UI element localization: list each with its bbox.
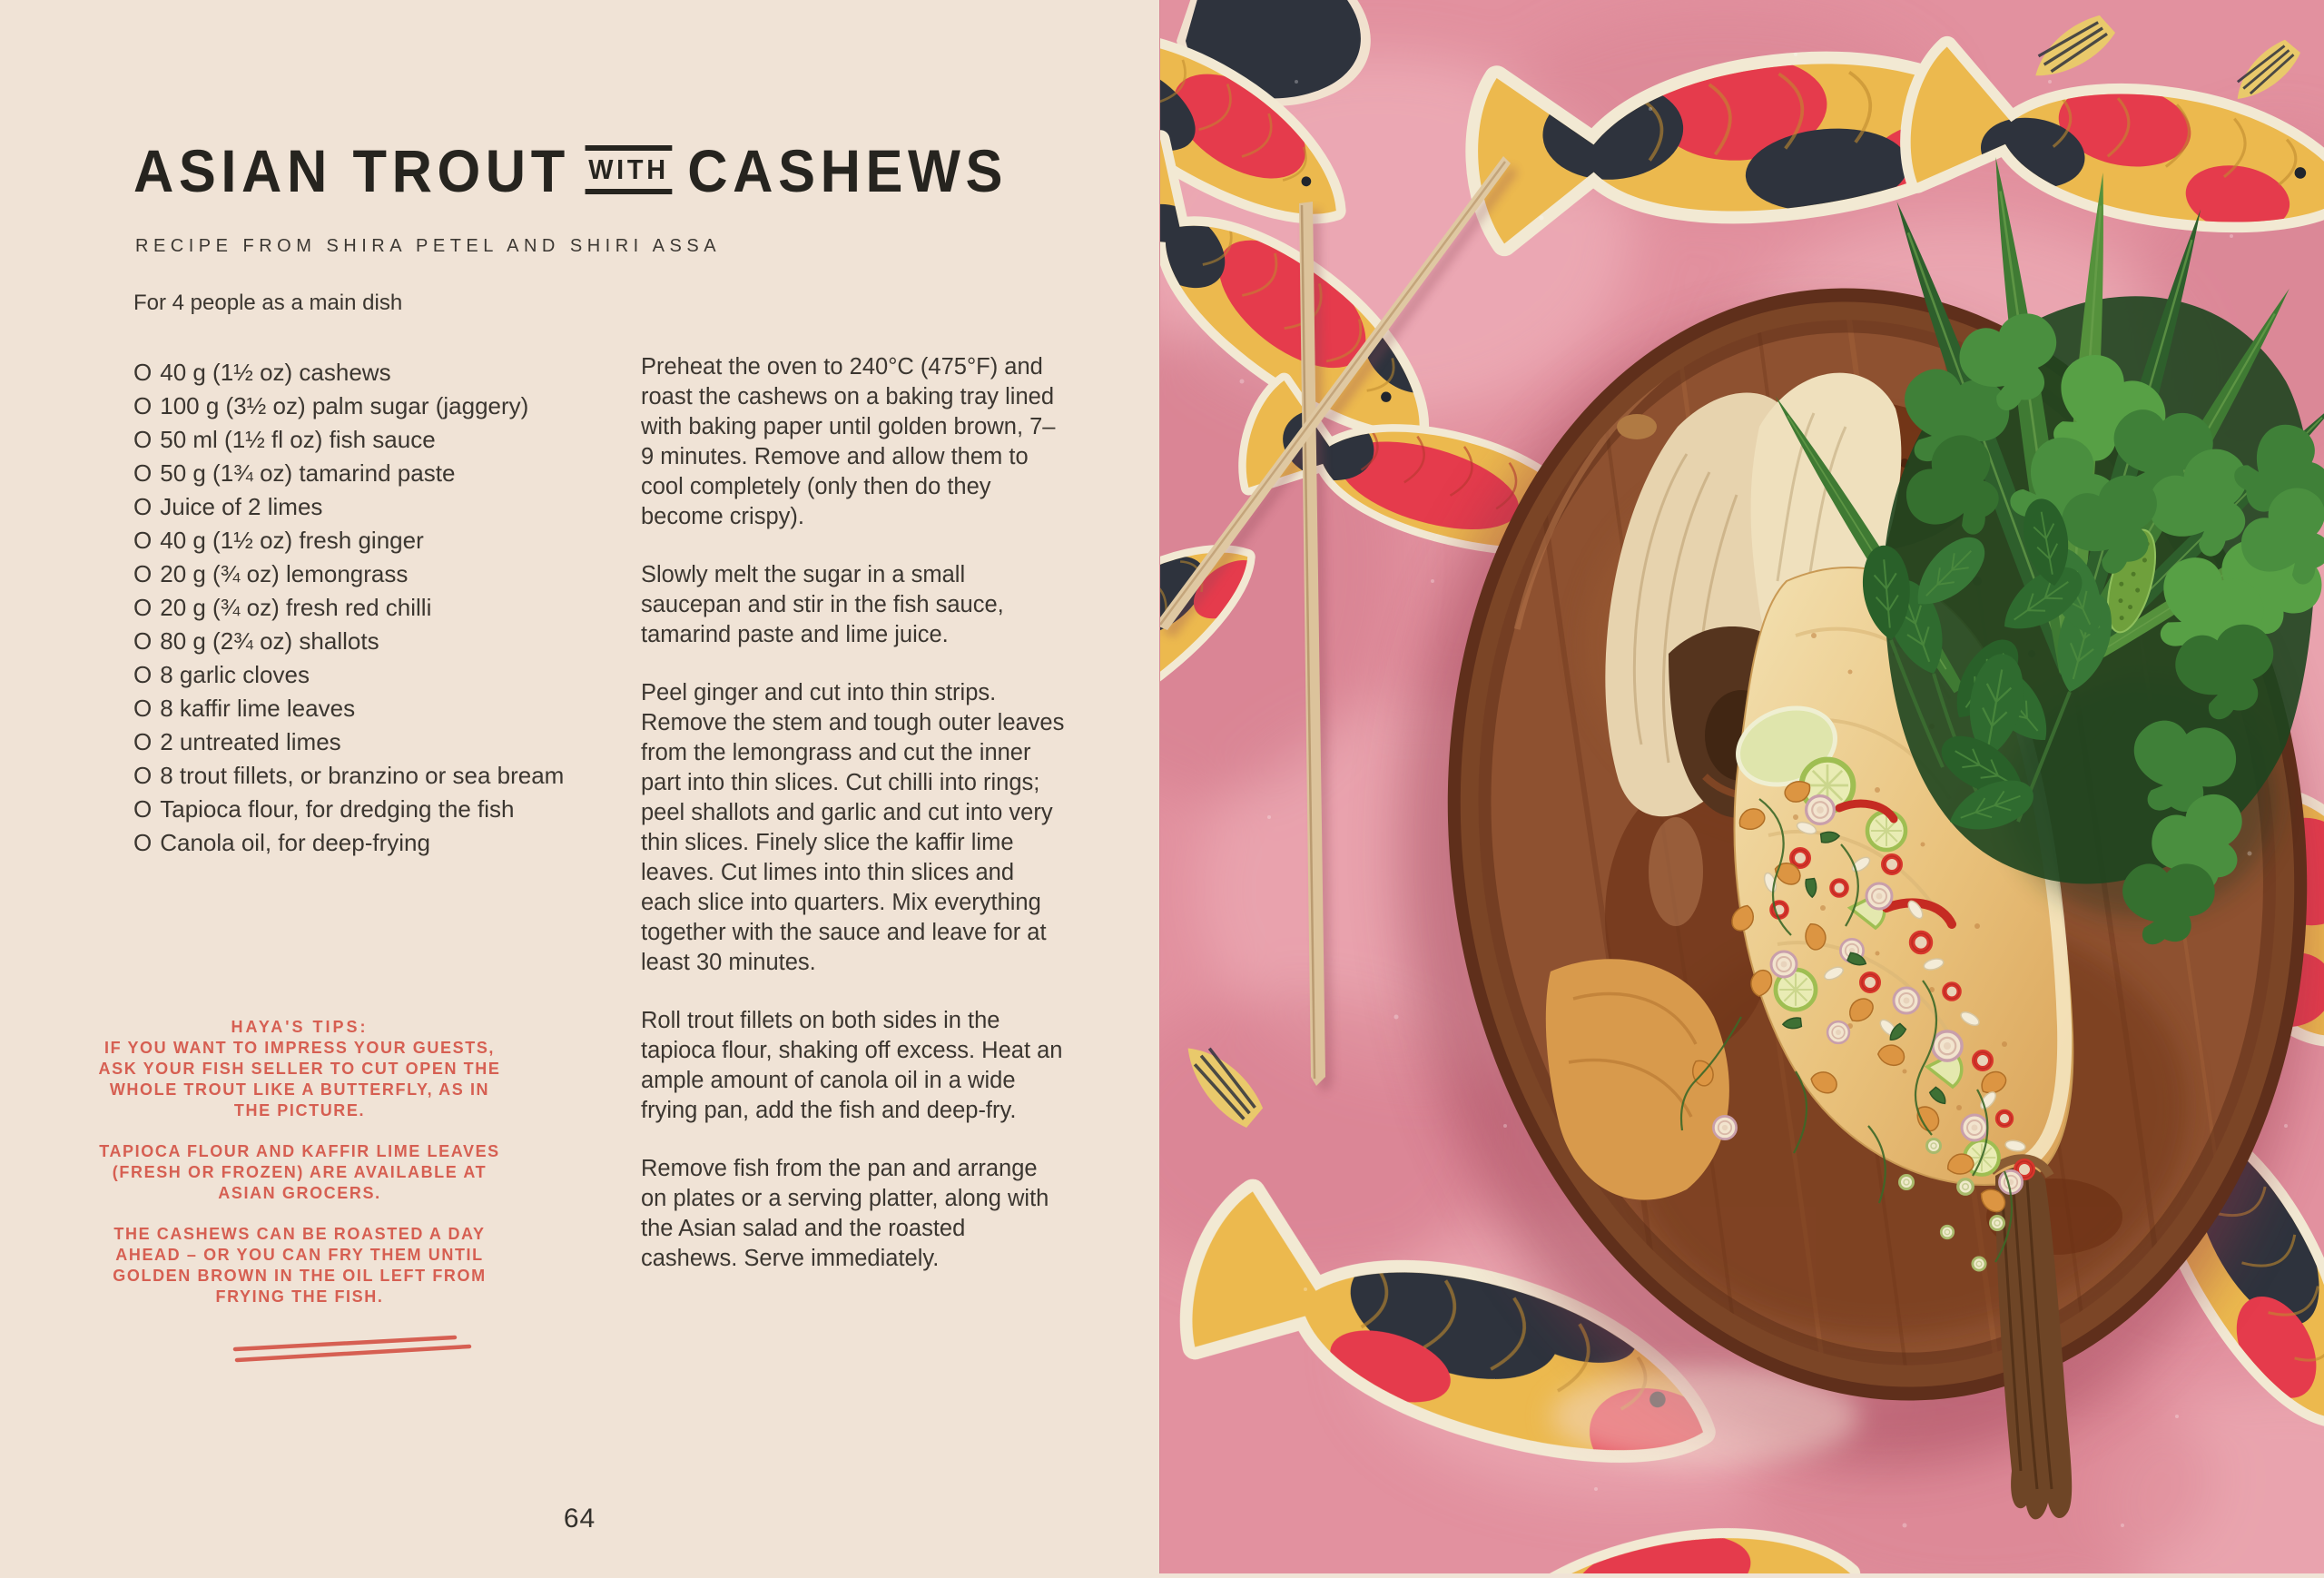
ingredient-item <box>133 625 624 658</box>
circle-bullet: O <box>133 560 153 587</box>
circle-bullet: O <box>133 829 153 856</box>
recipe-page <box>0 0 1159 1573</box>
circle-bullet: O <box>133 459 153 487</box>
ingredient-item <box>133 390 624 423</box>
item-text: 8 trout fillets, or branzino or sea bream <box>160 762 565 789</box>
ingredient-list <box>133 356 624 860</box>
ingredient-item <box>133 591 624 625</box>
item-text: 8 garlic cloves <box>160 661 310 688</box>
circle-bullet: O <box>133 762 153 789</box>
item-text: 8 kaffir lime leaves <box>160 695 356 722</box>
item-text: 50 g (1¾ oz) tamarind paste <box>160 459 456 487</box>
ingredient-item <box>133 725 624 759</box>
item-text: Juice of 2 limes <box>160 493 323 520</box>
ingredient-item <box>133 490 624 524</box>
recipe-byline: RECIPE FROM SHIRA PETEL AND SHIRI ASSA <box>135 236 722 256</box>
tips-heading: HAYA'S TIPS: <box>231 1018 369 1036</box>
ingredient-item <box>133 423 624 457</box>
ingredient-item <box>133 759 624 793</box>
circle-bullet: O <box>133 695 153 722</box>
item-text: Tapioca flour, for dredging the fish <box>160 795 515 823</box>
instruction-paragraph: Slowly melt the sugar in a small saucepan and stir in the fish sauce, tamarind paste and lime juice. <box>641 562 1004 647</box>
ingredient-item <box>133 793 624 826</box>
circle-bullet: O <box>133 728 153 755</box>
photo-page <box>1159 0 2324 1573</box>
item-text: 40 g (1½ oz) fresh ginger <box>160 527 424 554</box>
instruction-paragraph: Roll trout fillets on both sides in the tapioca flour, shaking off excess. Heat an ample amount of canola oil in a wide frying pan, add the fish and deep-fry. <box>641 1008 1063 1123</box>
item-text: 80 g (2¾ oz) shallots <box>160 627 379 655</box>
circle-bullet: O <box>133 795 153 823</box>
circle-bullet: O <box>133 392 153 419</box>
instruction-paragraph: Preheat the oven to 240°C (475°F) and roast the cashews on a baking tray lined with baking paper until golden brown, 7–9 minutes. Remove and allow them to cool completely (only then do they become crispy). <box>641 354 1056 529</box>
tips-list <box>91 1038 508 1307</box>
instruction-paragraph: Peel ginger and cut into thin strips. Remove the stem and tough outer leaves from the lemongrass and cut the inner part into thin slices. Cut chilli into rings; peel shallots and garlic and cut into very thin slices. Finely slice the kaffir lime leaves. Cut limes into thin slices and each slice into quarters. Mix everything together with the sauce and leave for at least 30 minutes. <box>641 680 1065 975</box>
serving-note: For 4 people as a main dish <box>133 291 403 315</box>
page-number: 64 <box>563 1504 596 1534</box>
ingredient-item <box>133 826 624 860</box>
circle-bullet: O <box>133 661 153 688</box>
title-with: WITH <box>586 145 673 194</box>
item-text: 50 ml (1½ fl oz) fish sauce <box>160 426 436 453</box>
tip-paragraph: IF YOU WANT TO IMPRESS YOUR GUESTS, ASK YOUR FISH SELLER TO CUT OPEN THE WHOLE TROUT LIKE A BUTTERFLY, AS IN THE PICTURE. <box>98 1039 501 1119</box>
instruction-column <box>641 352 1066 1302</box>
hand-drawn-underline <box>230 1329 484 1369</box>
ingredient-item <box>133 658 624 692</box>
item-text: 20 g (¾ oz) lemongrass <box>160 560 409 587</box>
item-text: Canola oil, for deep-frying <box>160 829 430 856</box>
item-text: 2 untreated limes <box>160 728 341 755</box>
item-text: 40 g (1½ oz) cashews <box>160 359 391 386</box>
tip-paragraph: TAPIOCA FLOUR AND KAFFIR LIME LEAVES (FRESH OR FROZEN) ARE AVAILABLE AT ASIAN GROCERS. <box>99 1142 500 1202</box>
tips-block <box>91 1017 508 1327</box>
circle-bullet: O <box>133 493 153 520</box>
item-text: 100 g (3½ oz) palm sugar (jaggery) <box>160 392 529 419</box>
ingredient-item <box>133 356 624 390</box>
ingredient-item <box>133 524 624 557</box>
tip-paragraph: THE CASHEWS CAN BE ROASTED A DAY AHEAD – OR YOU CAN FRY THEM UNTIL GOLDEN BROWN IN THE OIL LEFT FROM FRYING THE FISH. <box>113 1225 487 1306</box>
ingredient-item <box>133 457 624 490</box>
ingredient-item <box>133 557 624 591</box>
ingredient-item <box>133 692 624 725</box>
circle-bullet: O <box>133 527 153 554</box>
title-part2: CASHEWS <box>687 137 1009 204</box>
item-text: 20 g (¾ oz) fresh red chilli <box>160 594 432 621</box>
circle-bullet: O <box>133 426 153 453</box>
circle-bullet: O <box>133 359 153 386</box>
circle-bullet: O <box>133 627 153 655</box>
trout-photo <box>1160 0 2324 1573</box>
instruction-paragraph: Remove fish from the pan and arrange on plates or a serving platter, along with the Asian salad and the roasted cashews. Serve immediately. <box>641 1156 1049 1271</box>
circle-bullet: O <box>133 594 153 621</box>
title-part1: ASIAN TROUT <box>133 137 570 204</box>
page-title <box>133 136 1062 205</box>
